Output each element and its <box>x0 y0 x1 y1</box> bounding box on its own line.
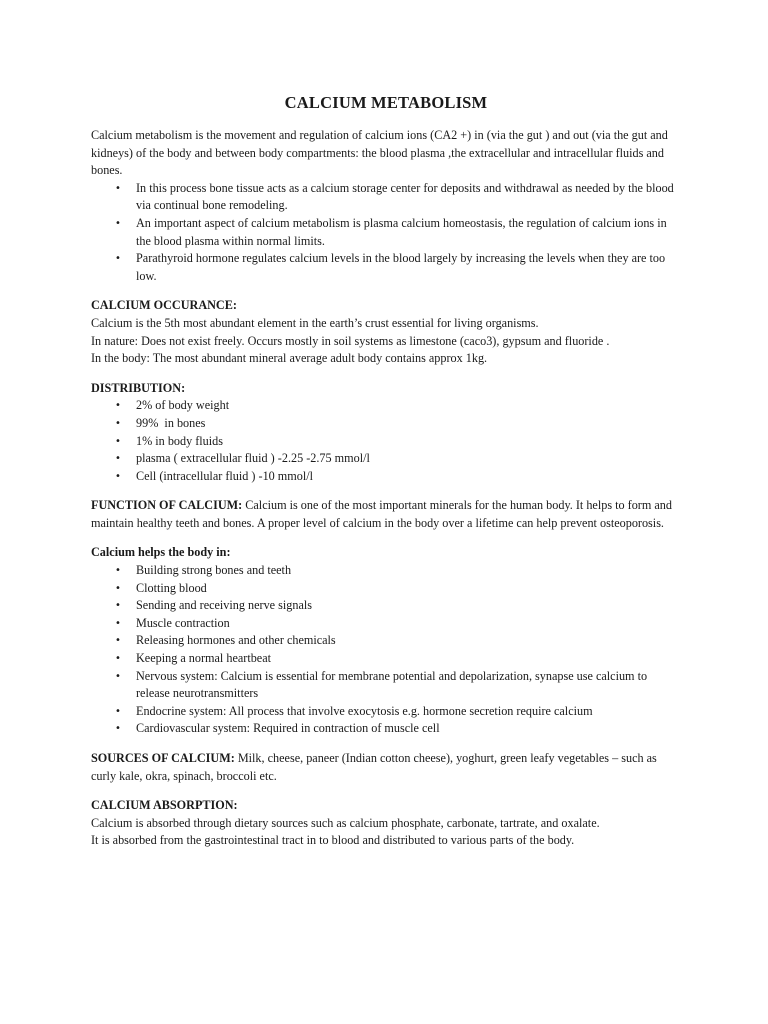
list-item-text: Parathyroid hormone regulates calcium levels in the blood largely by increasing the levels when they are too low. <box>136 251 666 283</box>
list-item <box>91 433 681 451</box>
list-item-text: Building strong bones and teeth <box>136 563 292 578</box>
list-item-text: Clotting blood <box>136 580 207 595</box>
page-title: CALCIUM METABOLISM <box>284 93 488 112</box>
bullet-icon: • <box>115 182 121 194</box>
bullet-icon: • <box>115 617 121 629</box>
bullet-icon: • <box>115 635 121 647</box>
bullet-icon: • <box>115 253 121 265</box>
list-item <box>91 580 681 598</box>
bullet-icon: • <box>115 705 121 717</box>
bullet-icon: • <box>115 417 121 429</box>
sources-text: Milk, cheese, paneer (Indian cotton cheese), yoghurt, green leafy vegetables – such as curly kale, okra, spinach, broccoli etc. <box>91 751 657 783</box>
bullet-icon: • <box>115 435 121 447</box>
absorption-heading: CALCIUM ABSORPTION: <box>91 798 238 813</box>
sources-paragraph <box>91 750 681 785</box>
occurrence-line: Calcium is the 5th most abundant element in the earth’s crust essential for living organisms. <box>91 315 539 330</box>
absorption-line: It is absorbed from the gastrointestinal tract in to blood and distributed to various parts of the body. <box>91 833 575 848</box>
list-item-text: Endocrine system: All process that involve exocytosis e.g. hormone secretion require calcium <box>136 703 593 718</box>
list-item <box>91 180 681 215</box>
list-item-text: Muscle contraction <box>136 615 230 630</box>
distribution-heading: DISTRIBUTION: <box>91 380 186 395</box>
occurrence-heading: CALCIUM OCCURANCE: <box>91 298 237 313</box>
bullet-icon: • <box>115 582 121 594</box>
list-item-text: Sending and receiving nerve signals <box>136 598 312 613</box>
list-item <box>91 668 681 703</box>
list-item <box>91 632 681 650</box>
function-heading: FUNCTION OF CALCIUM: <box>91 498 243 513</box>
list-item-text: Cell (intracellular fluid ) -10 mmol/l <box>136 468 314 483</box>
list-item-text: Releasing hormones and other chemicals <box>136 633 336 648</box>
list-item-text: plasma ( extracellular fluid ) -2.25 -2.75 mmol/l <box>136 451 370 466</box>
list-item <box>91 562 681 580</box>
list-item <box>91 250 681 285</box>
document-page <box>91 93 681 850</box>
sources-heading: SOURCES OF CALCIUM: <box>91 751 235 765</box>
list-item <box>91 450 681 468</box>
list-item-text: Keeping a normal heartbeat <box>136 651 272 666</box>
list-item-text: In this process bone tissue acts as a calcium storage center for deposits and withdrawal as needed by the blood via continual bone remodeling. <box>136 180 674 213</box>
list-item <box>91 468 681 486</box>
bullet-icon: • <box>115 670 121 682</box>
bullet-icon: • <box>115 470 121 482</box>
list-item <box>91 215 681 250</box>
list-item <box>91 397 681 415</box>
helps-heading: Calcium helps the body in: <box>91 545 231 560</box>
bullet-icon: • <box>115 453 121 465</box>
list-item-text: An important aspect of calcium metabolism is plasma calcium homeostasis, the regulation of calcium ions in the blood plasma within normal limits. <box>136 215 667 248</box>
list-item-text: 1% in body fluids <box>136 433 224 448</box>
helps-list <box>91 562 681 738</box>
absorption-line: Calcium is absorbed through dietary sources such as calcium phosphate, carbonate, tartrate, and oxalate. <box>91 815 600 830</box>
list-item-text: 2% of body weight <box>136 398 230 413</box>
list-item <box>91 720 681 738</box>
bullet-icon: • <box>115 217 121 229</box>
bullet-icon: • <box>115 565 121 577</box>
list-item <box>91 597 681 615</box>
occurrence-line: In the body: The most abundant mineral average adult body contains approx 1kg. <box>91 351 488 366</box>
bullet-icon: • <box>115 723 121 735</box>
list-item-text: 99% in bones <box>136 415 206 430</box>
list-item <box>91 650 681 668</box>
function-paragraph <box>91 497 681 532</box>
list-item <box>91 703 681 721</box>
list-item <box>91 415 681 433</box>
bullet-icon: • <box>115 653 121 665</box>
list-item-text: Cardiovascular system: Required in contraction of muscle cell <box>136 721 440 736</box>
list-item <box>91 615 681 633</box>
intro-paragraph: Calcium metabolism is the movement and regulation of calcium ions (CA2 +) in (via the gut ) and out (via the gut and kidneys) of the body and between body compartments: the blood plasma ,the extracellular and intracellular fluids and bones. <box>91 128 668 178</box>
distribution-list <box>91 397 681 485</box>
intro-bullet-list <box>91 180 681 286</box>
function-text: Calcium is one of the most important minerals for the human body. It helps to form and maintain healthy teeth and bones. A proper level of calcium in the body over a lifetime can help prevent osteoporosis. <box>91 498 672 530</box>
occurrence-line: In nature: Does not exist freely. Occurs mostly in soil systems as limestone (caco3), gypsum and fluoride . <box>91 333 610 348</box>
bullet-icon: • <box>115 400 121 412</box>
list-item-text: Nervous system: Calcium is essential for membrane potential and depolarization, synapse use calcium to release neurotransmitters <box>136 668 648 701</box>
bullet-icon: • <box>115 600 121 612</box>
